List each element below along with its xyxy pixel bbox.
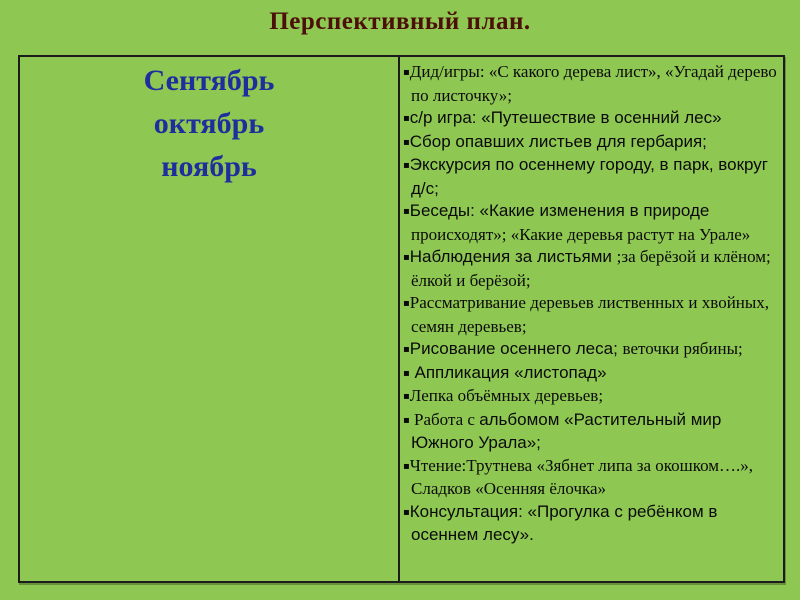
bullet-square-icon: ▪ xyxy=(403,344,410,355)
list-item xyxy=(403,292,779,338)
activity-text: альбомом «Растительный мир Южного Урала»; xyxy=(411,409,722,452)
list-item xyxy=(403,362,779,386)
activity-text: Чтение:Трутнева «Зябнет липа за окошком….», Сладков «Осенняя ёлочка» xyxy=(409,455,754,498)
activity-text: Наблюдения за листьями xyxy=(409,247,617,266)
bullet-square-icon: ▪ xyxy=(403,67,410,78)
page-title: Перспективный план. xyxy=(269,8,531,35)
list-item xyxy=(403,61,779,107)
activity-text: ;за берёзой и клёном; ёлкой и берёзой; xyxy=(411,247,771,290)
activity-text: происходят»; «Какие деревья растут на Урале» xyxy=(411,224,751,244)
bullet-square-icon: ▪ xyxy=(403,460,410,472)
activity-text: Лепка объёмных деревьев; xyxy=(409,386,604,405)
list-item xyxy=(403,131,779,155)
list-item xyxy=(403,107,779,131)
list-item xyxy=(403,385,779,409)
bullet-square-icon: ▪ xyxy=(403,113,410,124)
activity-text: Рисование осеннего леса; xyxy=(409,339,623,358)
bullet-square-icon: ▪ xyxy=(403,252,410,263)
activities-list xyxy=(403,61,779,547)
activity-text: Аппликация «листопад» xyxy=(409,362,607,382)
activity-text: с/р игра: «Путешествие в осенний лес» xyxy=(409,108,722,127)
bullet-square-icon: ▪ xyxy=(403,414,410,426)
list-item xyxy=(403,501,779,547)
activity-text: Экскурсия по осеннему городу, в парк, вокруг д/с; xyxy=(409,155,769,198)
bullet-square-icon: ▪ xyxy=(403,391,410,402)
activity-text: Работа с xyxy=(409,409,480,429)
activity-text: Сбор опавших листьев для гербария; xyxy=(409,131,707,151)
month-label: ноябрь xyxy=(161,150,257,183)
activity-text: Беседы: «Какие изменения в природе xyxy=(409,201,710,220)
list-item xyxy=(403,246,779,292)
list-item xyxy=(403,409,779,455)
activity-text: Дид/игры: «С какого дерева лист», «Угадай дерево по листочку»; xyxy=(409,62,777,105)
month-label: октябрь xyxy=(153,107,265,140)
list-item xyxy=(403,154,779,200)
activity-text: Рассматривание деревьев лиственных и хвойных, семян деревьев; xyxy=(409,293,770,336)
bullet-square-icon: ▪ xyxy=(403,160,410,171)
activity-text: веточки рябины; xyxy=(622,339,743,358)
list-item xyxy=(403,200,779,246)
bullet-square-icon: ▪ xyxy=(403,206,410,217)
bullet-square-icon: ▪ xyxy=(403,506,410,518)
bullet-square-icon: ▪ xyxy=(403,136,410,148)
month-label: Сентябрь xyxy=(143,64,275,97)
list-item xyxy=(403,455,779,501)
bullet-square-icon: ▪ xyxy=(403,367,410,379)
months-cell xyxy=(20,57,400,581)
activities-cell xyxy=(400,57,783,581)
bullet-square-icon: ▪ xyxy=(403,298,410,309)
plan-table xyxy=(18,55,785,583)
activity-text: Консультация: «Прогулка с ребёнком в осеннем лесу». xyxy=(409,501,718,544)
list-item xyxy=(403,338,779,362)
